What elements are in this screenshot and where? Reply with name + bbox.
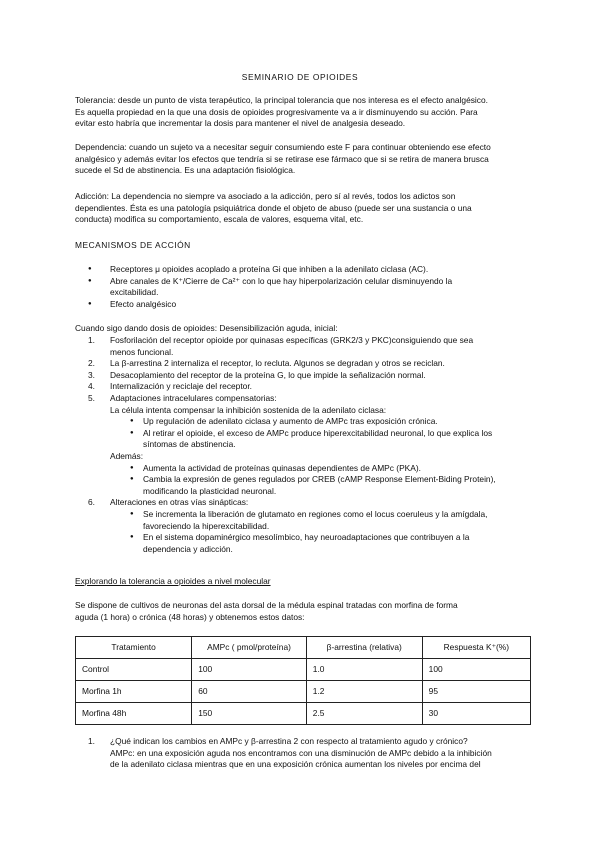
dependencia-paragraph bbox=[75, 142, 535, 177]
table-row bbox=[76, 659, 531, 681]
text-line: Adicción: La dependencia no siempre va asociado a la adicción, pero sí al revés, todos los adictos son bbox=[75, 191, 456, 201]
list-item: ● Up regulación de adenilato ciclasa y aumento de AMPc tras exposición crónica. bbox=[130, 416, 538, 428]
table-cell: Morfina 1h bbox=[76, 681, 192, 703]
mecanismos-heading: MECANISMOS DE ACCIÓN bbox=[75, 240, 191, 250]
table-cell: 1.2 bbox=[306, 681, 422, 703]
table-cell: 30 bbox=[422, 703, 530, 725]
list-item: 4. Internalización y reciclaje del receptor. bbox=[88, 381, 252, 392]
list-item: ● Abre canales de K⁺/Cierre de Ca²⁺ con lo que hay hiperpolarización celular disminuyendo la excitabilidad. bbox=[88, 276, 538, 299]
list-item: 6. Alteraciones en otras vías sinápticas: ● Se incrementa la liberación de glutamato en regiones como el locus coeruleus y la amígdala, favoreciendo la hiperexcitabilidad. ● En el sistema dopaminérgico mesolímbico, hay neuroadaptaciones que contribuyen a la dependencia y adicción. bbox=[88, 497, 538, 555]
list-item: ● Al retirar el opioide, el exceso de AMPc produce hiperexcitabilidad neuronal, lo que explica los síntomas de abstinencia. bbox=[130, 428, 538, 451]
table-cell: 100 bbox=[192, 659, 307, 681]
table-cell: 2.5 bbox=[306, 703, 422, 725]
table-cell: 95 bbox=[422, 681, 530, 703]
table-header: AMPc ( pmol/proteína) bbox=[192, 637, 307, 659]
sublist bbox=[110, 509, 538, 555]
list-item: ● Cambia la expresión de genes regulados por CREB (cAMP Response Element-Biding Protein), modificando la plasticidad neuronal. bbox=[130, 474, 538, 497]
list-item: ● Aumenta la actividad de proteínas quinasas dependientes de AMPc (PKA). bbox=[130, 463, 538, 475]
text-line: Se dispone de cultivos de neuronas del asta dorsal de la médula espinal tratadas con morfina de forma bbox=[75, 600, 458, 610]
mecanismos-list bbox=[88, 264, 538, 310]
adiccion-paragraph bbox=[75, 191, 535, 226]
table-cell: Morfina 48h bbox=[76, 703, 192, 725]
table-row bbox=[76, 703, 531, 725]
desensibilizacion-intro: Cuando sigo dando dosis de opioides: Desensibilización aguda, inicial: bbox=[75, 323, 338, 333]
list-item: ● Se incrementa la liberación de glutamato en regiones como el locus coeruleus y la amígdala, favoreciendo la hiperexcitabilidad. bbox=[130, 509, 538, 532]
table-cell: 100 bbox=[422, 659, 530, 681]
list-item: ● En el sistema dopaminérgico mesolímbico, hay neuroadaptaciones que contribuyen a la dependencia y adicción. bbox=[130, 532, 538, 555]
text-line: dependientes. Ésta es una patología psiquiátrica donde el objeto de abuso (puede ser una sustancia o una bbox=[75, 202, 472, 213]
table-header: Tratamiento bbox=[76, 637, 192, 659]
text-line: conducta) modifica su comportamiento, escala de valores, esquema vital, etc. bbox=[75, 214, 364, 225]
table-cell: 60 bbox=[192, 681, 307, 703]
data-table bbox=[75, 636, 531, 725]
list-item: 2. La β-arrestina 2 internaliza el receptor, lo recluta. Algunos se degradan y otros se reciclan. bbox=[88, 358, 445, 369]
page-title: SEMINARIO DE OPIOIDES bbox=[241, 72, 359, 82]
answer-line: de la adenilato ciclasa mientras que en una exposición crónica aumentan los niveles por encima del bbox=[110, 759, 481, 770]
question-list bbox=[88, 736, 538, 771]
table-row bbox=[76, 681, 531, 703]
question-text: ¿Qué indican los cambios en AMPc y β-arrestina 2 con respecto al tratamiento agudo y crónico? bbox=[110, 736, 468, 746]
answer-line: AMPc: en una exposición aguda nos encontramos con una disminución de AMPc debido a la inhibición bbox=[110, 747, 492, 758]
table-header: β-arrestina (relativa) bbox=[306, 637, 422, 659]
list-item: 3. Desacoplamiento del receptor de la proteína G, lo que impide la señalización normal. bbox=[88, 369, 426, 380]
text-line: evitar esto habría que incrementar la dosis para mantener el nivel de analgesia deseado. bbox=[75, 118, 406, 129]
table-header-row bbox=[76, 637, 531, 659]
table-cell: Control bbox=[76, 659, 192, 681]
explorando-paragraph bbox=[75, 600, 535, 623]
list-item: 1. ¿Qué indican los cambios en AMPc y β-arrestina 2 con respecto al tratamiento agudo y crónico? AMPc: en una exposición aguda nos encontramos con una disminución de AMPc debido a la inhibición de la adenilato ciclasa mientras que en una exposición crónica aumentan los niveles por encima del bbox=[88, 736, 538, 771]
text-line: analgésico y además evitar los efectos que tendría si se retirase ese fármaco que si se retira de manera brusca bbox=[75, 153, 489, 164]
tolerancia-paragraph bbox=[75, 95, 535, 130]
pasos-list bbox=[88, 335, 538, 555]
text-line: aguda (1 hora) o crónica (48 horas) y obtenemos estos datos: bbox=[75, 611, 305, 622]
text-line: Es aquella propiedad en la que una dosis de opioides progresivamente va a ir disminuyendo su acción. Para bbox=[75, 106, 478, 117]
explorando-heading: Explorando la tolerancia a opioides a nivel molecular bbox=[75, 576, 271, 586]
text-line: Además: bbox=[110, 450, 144, 461]
sublist bbox=[110, 416, 538, 451]
list-item: 1. Fosforilación del receptor opioide por quinasas específicas (GRK2/3 y PKC)consiguiendo que sea menos funcional. bbox=[88, 335, 474, 357]
table-cell: 1.0 bbox=[306, 659, 422, 681]
list-item: ● Receptores μ opioides acoplado a proteína Gi que inhiben a la adenilato ciclasa (AC). bbox=[88, 264, 538, 276]
text-line: La célula intenta compensar la inhibición sostenida de la adenilato ciclasa: bbox=[110, 404, 387, 415]
list-item: 5. Adaptaciones intracelulares compensatorias: La célula intenta compensar la inhibición sostenida de la adenilato ciclasa: ● Up regulación de adenilato ciclasa y aumento de AMPc tras exposición crónica. ● Al retirar el opioide, el exceso de AMPc produce hiperexcitabilidad neuronal, lo que explica los síntomas de abstinencia. Además: ● Aumenta la actividad de proteínas quinasas dependientes de AMPc (PKA). ● Cambia la expresión de genes regulados por CREB (cAMP Response Element-Biding Protein), modificando la plasticidad neuronal. bbox=[88, 393, 538, 497]
table-header: Respuesta K⁺(%) bbox=[422, 637, 530, 659]
text-line: Tolerancia: desde un punto de vista terapéutico, la principal tolerancia que nos interesa es el efecto analgésico. bbox=[75, 95, 488, 105]
list-item: ● Efecto analgésico bbox=[88, 299, 538, 311]
sublist bbox=[110, 463, 538, 498]
text-line: sucede el Sd de abstinencia. Es una adaptación fisiológica. bbox=[75, 165, 296, 176]
table-cell: 150 bbox=[192, 703, 307, 725]
text-line: Dependencia: cuando un sujeto va a necesitar seguir consumiendo este F para continuar obteniendo ese efecto bbox=[75, 142, 491, 152]
